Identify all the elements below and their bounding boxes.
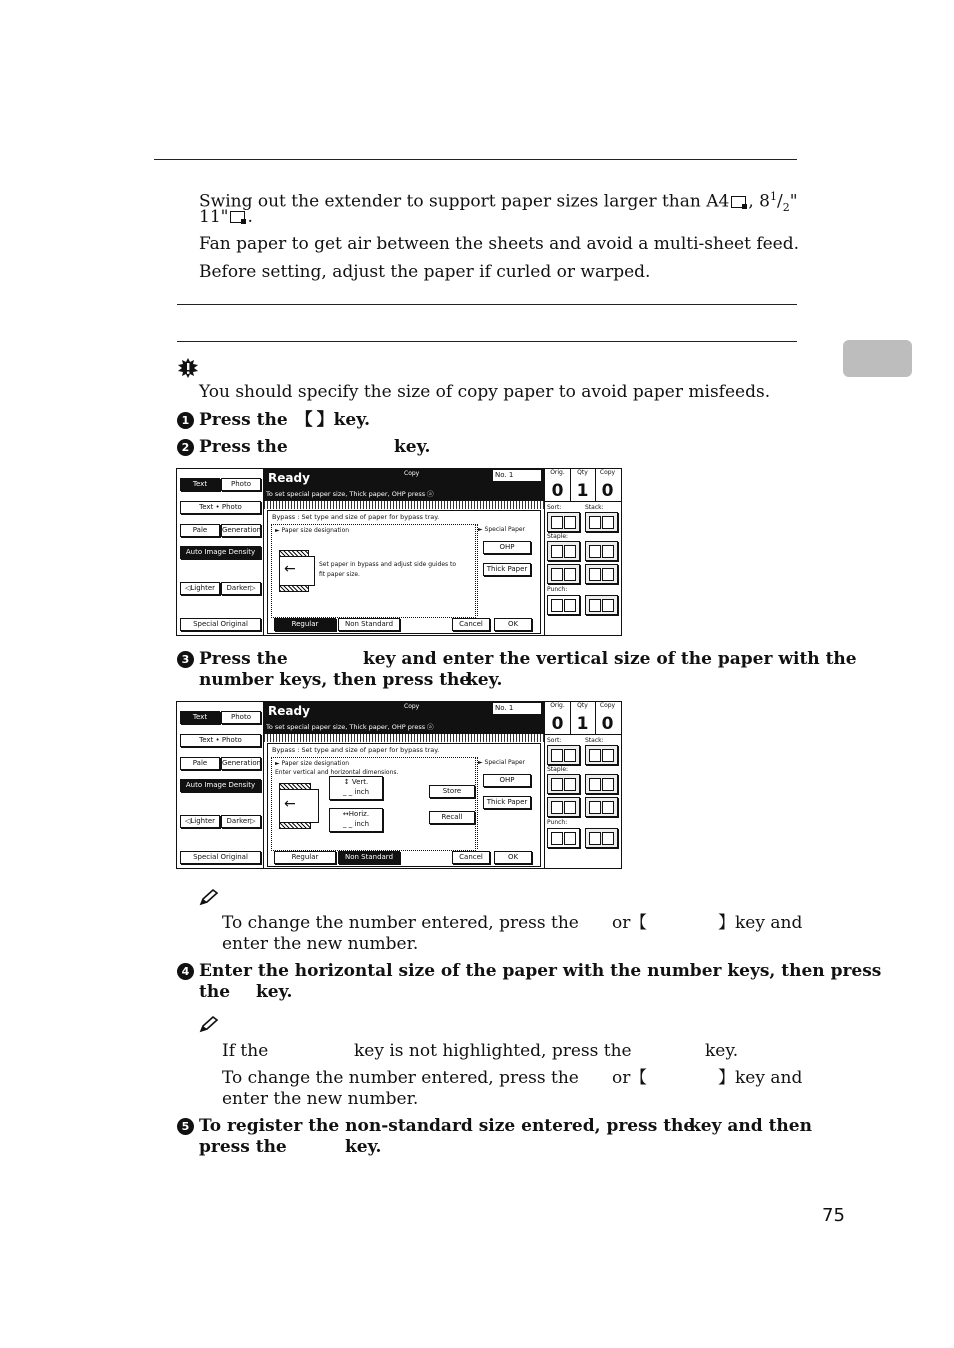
qty-counter xyxy=(570,469,596,501)
qty-value: 1 xyxy=(576,481,589,501)
staple-left-icon[interactable] xyxy=(585,541,618,561)
paper-illustration: ← xyxy=(279,789,319,823)
note-3-bracket: 【 xyxy=(630,1068,647,1088)
lighter-button[interactable]: ◁Lighter xyxy=(180,582,220,595)
stack-icon[interactable] xyxy=(585,745,618,765)
header-rule xyxy=(154,159,797,160)
darker-button[interactable]: Darker▷ xyxy=(221,815,261,828)
paper-guide-bottom xyxy=(279,585,309,592)
stack-label: Stack: xyxy=(585,504,604,511)
step-number: 5 xyxy=(177,1118,194,1135)
orig-value: 0 xyxy=(551,481,564,501)
status-bar xyxy=(264,702,544,734)
regular-button[interactable]: Regular xyxy=(274,618,336,631)
lighter-button[interactable]: ◁Lighter xyxy=(180,815,220,828)
generation-button[interactable]: Generation xyxy=(221,757,261,770)
ok-button[interactable]: OK xyxy=(494,618,532,631)
step-5: 5 To register the non-standard size entered, press the xyxy=(177,1116,694,1137)
stack-label: Stack: xyxy=(585,737,604,744)
section-rule xyxy=(177,304,797,305)
mode-column xyxy=(177,469,264,635)
orig-counter xyxy=(545,702,571,734)
ohp-button[interactable]: OHP xyxy=(483,774,531,787)
main-display xyxy=(264,702,544,868)
non-standard-button[interactable]: Non Standard xyxy=(338,851,400,864)
text-mode-button[interactable]: Text xyxy=(180,478,220,491)
copier-panel-regular xyxy=(176,468,622,636)
note-1-line1: To change the number entered, press the xyxy=(222,913,579,933)
orig-label: Orig. xyxy=(550,469,565,476)
page-number: 75 xyxy=(822,1205,845,1226)
ready-status: Ready xyxy=(268,704,310,718)
section-rule xyxy=(177,341,797,342)
non-standard-button[interactable]: Non Standard xyxy=(338,618,400,631)
sort-icon[interactable] xyxy=(547,512,580,532)
special-paper-label: ► Special Paper xyxy=(478,759,526,766)
recall-button[interactable]: Recall xyxy=(429,811,475,824)
orig-label: Orig. xyxy=(550,702,565,709)
punch-label: Punch: xyxy=(547,586,568,593)
note-3-keyand: 】key and xyxy=(718,1068,803,1088)
punch-icon[interactable] xyxy=(547,828,580,848)
darker-button[interactable]: Darker▷ xyxy=(221,582,261,595)
punch-alt-icon[interactable] xyxy=(585,828,618,848)
cancel-button[interactable]: Cancel xyxy=(452,851,490,864)
step-3: 3 Press the xyxy=(177,649,288,670)
bullet-extender: Swing out the extender to support paper sizes larger than A4 , $8^1/_2$" xyxy=(199,190,798,215)
copy-counter xyxy=(595,469,620,501)
note-3-line1: To change the number entered, press the xyxy=(222,1068,579,1088)
note-pencil-icon xyxy=(199,1015,219,1033)
copy-counter-label: Copy xyxy=(599,469,616,476)
special-paper-box xyxy=(477,757,538,849)
sort-label: Sort: xyxy=(547,737,562,744)
step-3-key: key. xyxy=(466,670,503,690)
step-1: 1 Press the 【 】key. xyxy=(177,410,370,431)
note-3-line2: enter the new number. xyxy=(222,1089,419,1109)
ready-status: Ready xyxy=(268,471,310,485)
pattern-strip xyxy=(264,501,544,509)
size-designation-box xyxy=(271,524,476,618)
note-2-a: If the xyxy=(222,1041,269,1061)
photo-mode-button[interactable]: Photo xyxy=(221,711,261,724)
copy-counter xyxy=(595,702,620,734)
step-3-cont: key and enter the vertical size of the paper with the xyxy=(363,649,857,669)
important-text: You should specify the size of copy paper to avoid paper misfeeds. xyxy=(199,382,771,402)
status-bar xyxy=(264,469,544,501)
special-paper-label: ► Special Paper xyxy=(478,526,526,533)
note-2-c: key. xyxy=(705,1041,739,1061)
copy-value: 0 xyxy=(601,714,614,734)
bullet-extender-line2: 11" . xyxy=(199,207,253,227)
text-photo-button[interactable]: Text • Photo xyxy=(180,501,261,514)
staple-top-icon[interactable] xyxy=(547,541,580,561)
staple-left-icon[interactable] xyxy=(585,774,618,794)
regular-button[interactable]: Regular xyxy=(274,851,336,864)
photo-mode-button[interactable]: Photo xyxy=(221,478,261,491)
staple-top-icon[interactable] xyxy=(547,774,580,794)
status-message: To set special paper size, Thick paper, OHP press ⓐ xyxy=(266,490,434,498)
note-1-or: or xyxy=(612,913,631,933)
instruction-line-2: fit paper size. xyxy=(319,571,360,578)
note-1-bracket: 【 xyxy=(630,913,647,933)
landscape-orientation-icon xyxy=(731,196,746,208)
step-4: 4 Enter the horizontal size of the paper with the number keys, then press xyxy=(177,961,881,982)
staple-side-icon[interactable] xyxy=(585,797,618,817)
step-number: 2 xyxy=(177,439,194,456)
counter-column xyxy=(544,702,622,868)
counter-column xyxy=(544,469,622,635)
pale-button[interactable]: Pale xyxy=(180,524,220,537)
store-button[interactable]: Store xyxy=(429,785,475,798)
note-1-line2: enter the new number. xyxy=(222,934,419,954)
size-designation-box xyxy=(271,757,476,851)
ok-button[interactable]: OK xyxy=(494,851,532,864)
special-original-button[interactable]: Special Original xyxy=(180,851,261,864)
staple-double-icon[interactable] xyxy=(547,797,580,817)
sort-icon[interactable] xyxy=(547,745,580,765)
vert-size-button[interactable]: ↕ Vert. _ _ inch xyxy=(329,776,383,800)
size-designation-label: ► Paper size designation xyxy=(275,760,350,767)
bypass-dialog xyxy=(267,743,541,867)
pattern-strip xyxy=(264,734,544,742)
step-5-line2: press the xyxy=(199,1137,287,1157)
generation-button[interactable]: Generation xyxy=(221,524,261,537)
step-number: 3 xyxy=(177,651,194,668)
special-paper-box xyxy=(477,524,538,616)
paper-illustration: ← xyxy=(279,556,315,586)
dialog-title: Bypass : Set type and size of paper for bypass tray. xyxy=(272,746,440,754)
copy-number: No. 1 xyxy=(493,703,541,714)
mode-column xyxy=(177,702,264,868)
dimensions-instruction: Enter vertical and horizontal dimensions. xyxy=(275,769,399,776)
copy-counter-label: Copy xyxy=(599,702,616,709)
thick-paper-button[interactable]: Thick Paper xyxy=(483,563,531,576)
step-number: 1 xyxy=(177,412,194,429)
important-icon xyxy=(177,357,199,379)
thick-paper-button[interactable]: Thick Paper xyxy=(483,796,531,809)
step-2: 2 Press the xyxy=(177,437,288,458)
step-5-cont: key and then xyxy=(689,1116,812,1136)
qty-value: 1 xyxy=(576,714,589,734)
step-4-line2: the xyxy=(199,982,231,1002)
note-1-keyand: 】key and xyxy=(718,913,803,933)
ohp-button[interactable]: OHP xyxy=(483,541,531,554)
note-3-or: or xyxy=(612,1068,631,1088)
size-designation-label: ► Paper size designation xyxy=(275,527,350,534)
qty-label: Qty xyxy=(577,702,588,709)
step-4-key: key. xyxy=(256,982,293,1002)
punch-label: Punch: xyxy=(547,819,568,826)
main-display xyxy=(264,469,544,635)
landscape-orientation-icon xyxy=(230,211,245,223)
paper-guide-bottom xyxy=(279,822,311,829)
special-original-button[interactable]: Special Original xyxy=(180,618,261,631)
copy-label: Copy xyxy=(404,703,420,710)
note-2-b: key is not highlighted, press the xyxy=(354,1041,632,1061)
copier-panel-nonstandard xyxy=(176,701,622,869)
step-5-key: key. xyxy=(345,1137,382,1157)
instruction-line-1: Set paper in bypass and adjust side guides to xyxy=(319,561,457,568)
punch-icon[interactable] xyxy=(547,595,580,615)
horiz-size-button[interactable]: ↔Horiz. _ _ inch xyxy=(329,808,383,832)
sort-label: Sort: xyxy=(547,504,562,511)
text-mode-button[interactable]: Text xyxy=(180,711,220,724)
bullet-fan-paper: Fan paper to get air between the sheets and avoid a multi-sheet feed. xyxy=(199,234,800,254)
step-2-key: key. xyxy=(394,437,431,457)
staple-side-icon[interactable] xyxy=(585,564,618,584)
cancel-button[interactable]: Cancel xyxy=(452,618,490,631)
note-pencil-icon xyxy=(199,888,219,906)
staple-label: Staple: xyxy=(547,766,569,773)
copy-label: Copy xyxy=(404,470,420,477)
staple-label: Staple: xyxy=(547,533,569,540)
copy-number: No. 1 xyxy=(493,470,541,481)
dialog-title: Bypass : Set type and size of paper for bypass tray. xyxy=(272,513,440,521)
auto-image-density-button[interactable]: Auto Image Density xyxy=(180,546,261,559)
punch-alt-icon[interactable] xyxy=(585,595,618,615)
bullet-curled: Before setting, adjust the paper if curled or warped. xyxy=(199,262,651,282)
step-number: 4 xyxy=(177,963,194,980)
qty-counter xyxy=(570,702,596,734)
auto-image-density-button[interactable]: Auto Image Density xyxy=(180,779,261,792)
text-photo-button[interactable]: Text • Photo xyxy=(180,734,261,747)
stack-icon[interactable] xyxy=(585,512,618,532)
pale-button[interactable]: Pale xyxy=(180,757,220,770)
orig-value: 0 xyxy=(551,714,564,734)
status-message: To set special paper size, Thick paper, OHP press ⓐ xyxy=(266,723,434,731)
step-3-line2: number keys, then press the xyxy=(199,670,471,690)
orig-counter xyxy=(545,469,571,501)
copy-value: 0 xyxy=(601,481,614,501)
staple-double-icon[interactable] xyxy=(547,564,580,584)
qty-label: Qty xyxy=(577,469,588,476)
bypass-dialog xyxy=(267,510,541,634)
chapter-tab xyxy=(843,340,912,377)
